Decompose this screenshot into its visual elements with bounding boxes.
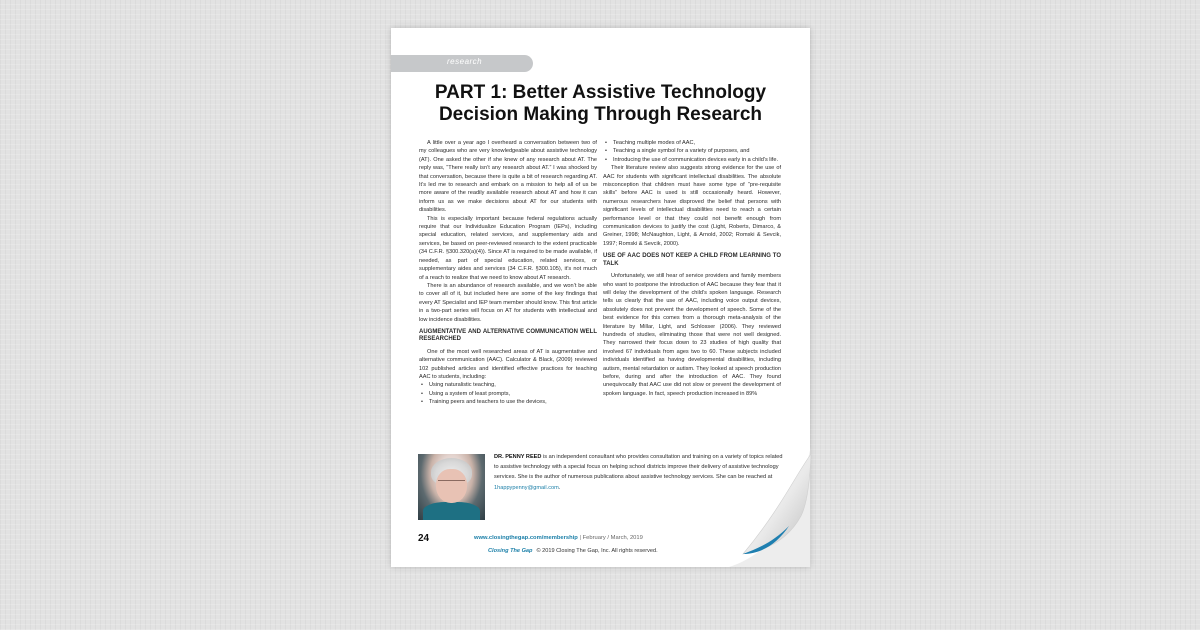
- list-item: • Using a system of least prompts,: [421, 390, 597, 398]
- page-curl-icon: [729, 446, 811, 567]
- footer-copyright: [488, 548, 658, 554]
- left-column: [419, 139, 597, 407]
- list-item: • Teaching a single symbol for a variety of purposes, and: [605, 147, 781, 155]
- section-tab-label: research: [447, 57, 483, 66]
- issue-date: February / March, 2019: [582, 535, 643, 541]
- footer-url-line: [474, 535, 643, 541]
- paragraph: This is especially important because federal regulations actually require that our Individualize Education Program (IEPs), including special education, related services, and supplementary aids and services, be based on peer-reviewed research to the extent practicable (34 C.F.R. §300.320(a)(4)). Since AT is required to be made available, if needed, as part of special education, related services, or supplementary aides and services (34 C.F.R. §300.105), it’s not much of a reach to realize that we need to know about AT research.: [419, 215, 597, 281]
- footer-separator: |: [579, 535, 581, 541]
- section-heading: AUGMENTATIVE AND ALTERNATIVE COMMUNICATION WELL RESEARCHED: [419, 328, 597, 343]
- bio-end: .: [558, 484, 561, 491]
- list-item: • Introducing the use of communication devices early in a child’s life.: [605, 156, 781, 164]
- section-tab: [391, 55, 533, 72]
- list-item: • Training peers and teachers to use the devices,: [421, 398, 597, 406]
- paragraph: One of the most well researched areas of AT is augmentative and alternative communication (AAC). Calculator & Black, (2009) reviewed 102 published articles and identified effective practices for teaching AAC to students, including:: [419, 348, 597, 380]
- bullet-list: [419, 381, 597, 406]
- author-email-link[interactable]: 1happypenny@gmail.com: [494, 484, 559, 491]
- paragraph: Their literature review also suggests strong evidence for the use of AAC for students with significant intellectual disabilities. The absolute misconception that children must have some type of “pre-requisite skills” before AAC is used is still occasionally heard. However, numerous researchers have disproved the belief that persons with significant levels of intellectual disabilities need to reach a certain performance level or that they could not benefit enough from communication devices to justify the cost (Light, Roberts, Dimarco, & Greiner, 1998; McNaughton, Light, & Arnold, 2002; Romski & Sevcik, 1997; Romski & Sevcik, 2000).: [603, 165, 781, 247]
- right-column: [603, 139, 781, 398]
- page-number: 24: [418, 533, 430, 544]
- author-photo: [418, 454, 485, 520]
- article-title-line-1: PART 1: Better Assistive Technology: [434, 82, 767, 103]
- list-item: • Teaching multiple modes of AAC,: [605, 139, 781, 147]
- list-item: • Using naturalistic teaching,: [421, 381, 597, 389]
- footer-url-link[interactable]: www.closingthegap.com/membership: [474, 535, 578, 541]
- article-title-line-2: Decision Making Through Research: [438, 104, 763, 125]
- section-heading: USE OF AAC DOES NOT KEEP A CHILD FROM LEARNING TO TALK: [603, 253, 781, 267]
- bio-text: is an independent consultant who provides consultation and training on a variety of topics related to assistive technology with a special focus on helping school districts improve their delivery of assistive technology services. She is the author of numerous publications about assistive technology services. She can be reached at: [494, 454, 783, 481]
- copyright-text: © 2019 Closing The Gap, Inc. All rights reserved.: [536, 548, 658, 554]
- closing-the-gap-logo: Closing The Gap: [488, 548, 533, 554]
- bullet-list: [603, 139, 781, 164]
- paragraph: Unfortunately, we still hear of service providers and family members who want to postpone the introduction of AAC because they fear that it will delay the development of the child’s spoken language. Research tells us clearly that the use of AAC, including voice output devices, absolutely does not prevent the development of speech. Some of the best evidence for this comes from a thorough meta-analysis of the literature by Millar, Light, and Schlosser (2006). They reviewed hundreds of studies, eliminating those that were not well designed. They narrowed their focus down to 23 studies of high quality that involved 67 individuals from ages two to 60. These subjects included individuals identified as having developmental disabilities, including autism, mental retardation or autism. They looked at speech production before, during and after the introduction of AAC. They found unequivocally that AAC use did not slow or prevent the development of spoken language. In fact, speech production increased in 89%: [603, 273, 781, 397]
- paragraph: A little over a year ago I overheard a conversation between two of my colleagues who are very knowledgeable about assistive technology (AT). One asked the other if she knew of any research about AT. The reply was, “There really isn’t any research about AT.” I was shocked by that conversation, because there is quite a bit of research regarding AT. It’s led me to research and embark on a mission to help all of us be more aware of the readily available research about AT and how it can inform us as we make decisions about AT for our students with disabilities.: [419, 140, 597, 214]
- author-name: DR. PENNY REED: [494, 454, 542, 460]
- article-title: [411, 82, 790, 126]
- paragraph: There is an abundance of research available, and we won’t be able to cover all of it, but included here are some of the key findings that every AT Specialist and IEP team member should know. This first article in a two-part series will focus on AT for students with intellectual and low incidence disabilities.: [419, 282, 597, 323]
